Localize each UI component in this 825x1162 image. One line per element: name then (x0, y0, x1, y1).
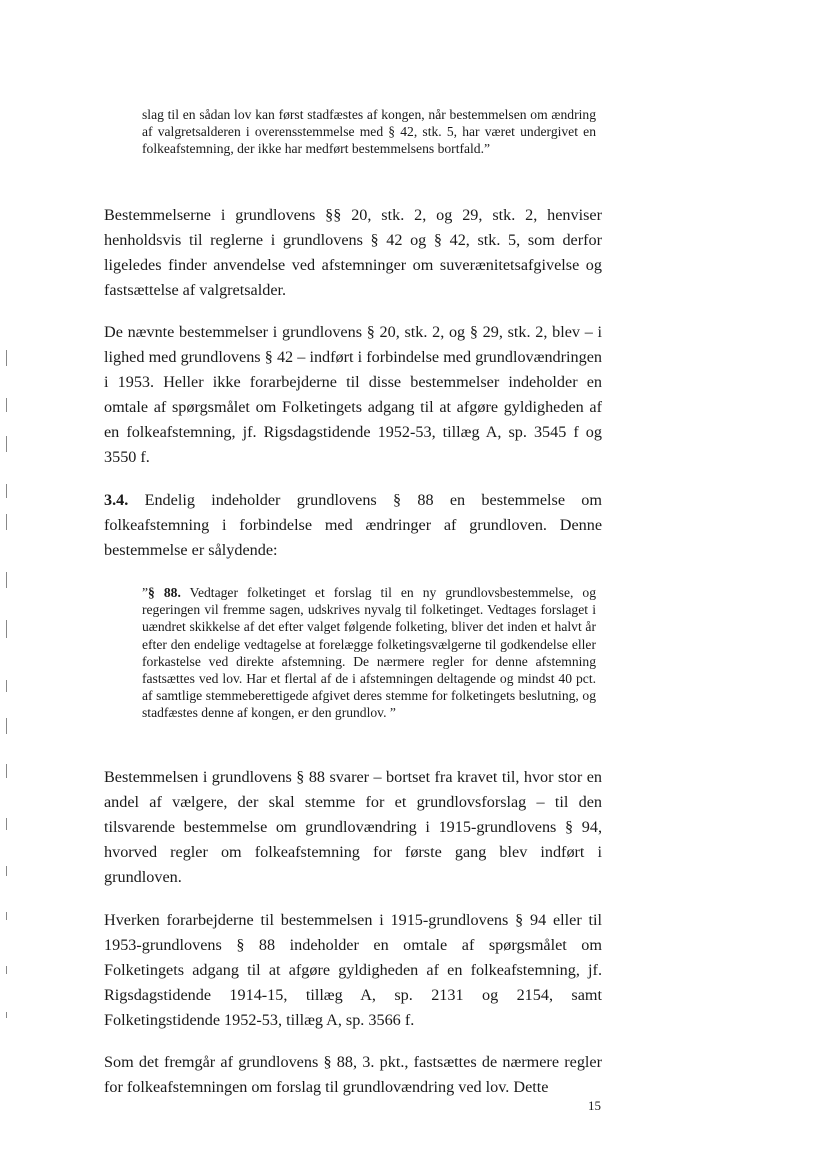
scan-mark (6, 350, 7, 366)
scan-mark (6, 966, 7, 974)
paragraph-4: Bestemmelsen i grundlovens § 88 svarer – bortset fra kravet til, hvor stor en andel af vælgere, der skal stemme for et grundlovsforslag – til den tilsvarende bestemmelse om grundlovændring i 1915-grundlovens § 94, hvorved regler om folkeafstemning for første gang blev indført i grundloven. (104, 768, 602, 886)
scan-mark (6, 1012, 7, 1018)
paragraph-2: De nævnte bestemmelser i grundlovens § 20, stk. 2, og § 29, stk. 2, blev – i lighed med grundlovens § 42 – indført i forbindelse med grundlovændringen i 1953. Heller ikke forarbejderne til disse bestemmelser indeholder en omtale af spørgsmålet om Folketingets adgang til at afgøre gyldigheden af en folkeafstemning, jf. Rigsdagstidende 1952-53, tillæg A, sp. 3545 f og 3550 f. (104, 323, 602, 466)
scan-mark (6, 436, 7, 452)
scan-mark (6, 764, 7, 778)
paragraph-6: Som det fremgår af grundlovens § 88, 3. pkt., fastsættes de nærmere regler for folkeafstemningen om forslag til grundlovændring ved lov. Dette (104, 1053, 602, 1096)
scan-mark (6, 514, 7, 530)
scan-mark (6, 818, 7, 830)
scan-mark (6, 484, 7, 498)
paragraph-3 (104, 488, 602, 563)
scan-mark (6, 912, 7, 920)
scan-mark (6, 866, 7, 876)
scan-mark (6, 398, 7, 412)
section-number: 3.4. (104, 491, 129, 509)
scan-mark (6, 718, 7, 734)
scan-mark (6, 620, 7, 638)
quote-open-mark: ” (142, 585, 149, 600)
quote-section-ref: § 88. (148, 585, 181, 600)
paragraph-1: Bestemmelserne i grundlovens §§ 20, stk. 2, og 29, stk. 2, henviser henholdsvis til reglerne i grundlovens § 42 og § 42, stk. 5, som derfor ligeledes finder anvendelse ved afstemninger om suverænitetsafgivelse og fastsættelse af valgretsalder. (104, 206, 602, 299)
paragraph-5: Hverken forarbejderne til bestemmelsen i 1915-grundlovens § 94 eller til 1953-grundlovens § 88 indeholder en omtale af spørgsmålet om Folketingets adgang til at afgøre gyldigheden af en folkeafstemning, jf. Rigsdagstidende 1914-15, tillæg A, sp. 2131 og 2154, samt Folketingstidende 1952-53, tillæg A, sp. 3566 f. (104, 911, 602, 1029)
page-number: 15 (588, 1098, 601, 1113)
paragraph-3-text: Endelig indeholder grundlovens § 88 en bestemmelse om folkeafstemning i forbindelse med ændringer af grundloven. Denne bestemmelse er sålydende: (104, 491, 602, 559)
quote-paragraph-88 (142, 584, 596, 722)
quote-top: slag til en sådan lov kan først stadfæstes af kongen, når bestemmelsen om ændring af valgretsalderen i overensstemmelse med § 42, stk. 5, har været undergivet en folkeafstemning, der ikke har medført bestemmelsens bortfald.” (142, 107, 596, 157)
quote-text: Vedtager folketinget et forslag til en ny grundlovsbestemmelse, og regeringen vil fremme sagen, udskrives nyvalg til folketinget. Vedtages forslaget i uændret skikkelse af det efter valget følgende folketing, bliver det inden et halvt år efter den endelige vedtagelse at forelægge folketingsvælgerne til godkendelse eller forkastelse ved direkte afstemning. De nærmere regler for denne afstemning fastsættes ved lov. Har et flertal af de i afstemningen deltagende og mindst 40 pct. af samtlige stemmeberettigede afgivet deres stemme for folketingets beslutning, og stadfæstes denne af kongen, er den grundlov. ” (142, 585, 596, 721)
scan-mark (6, 680, 7, 692)
scan-mark (6, 572, 7, 588)
